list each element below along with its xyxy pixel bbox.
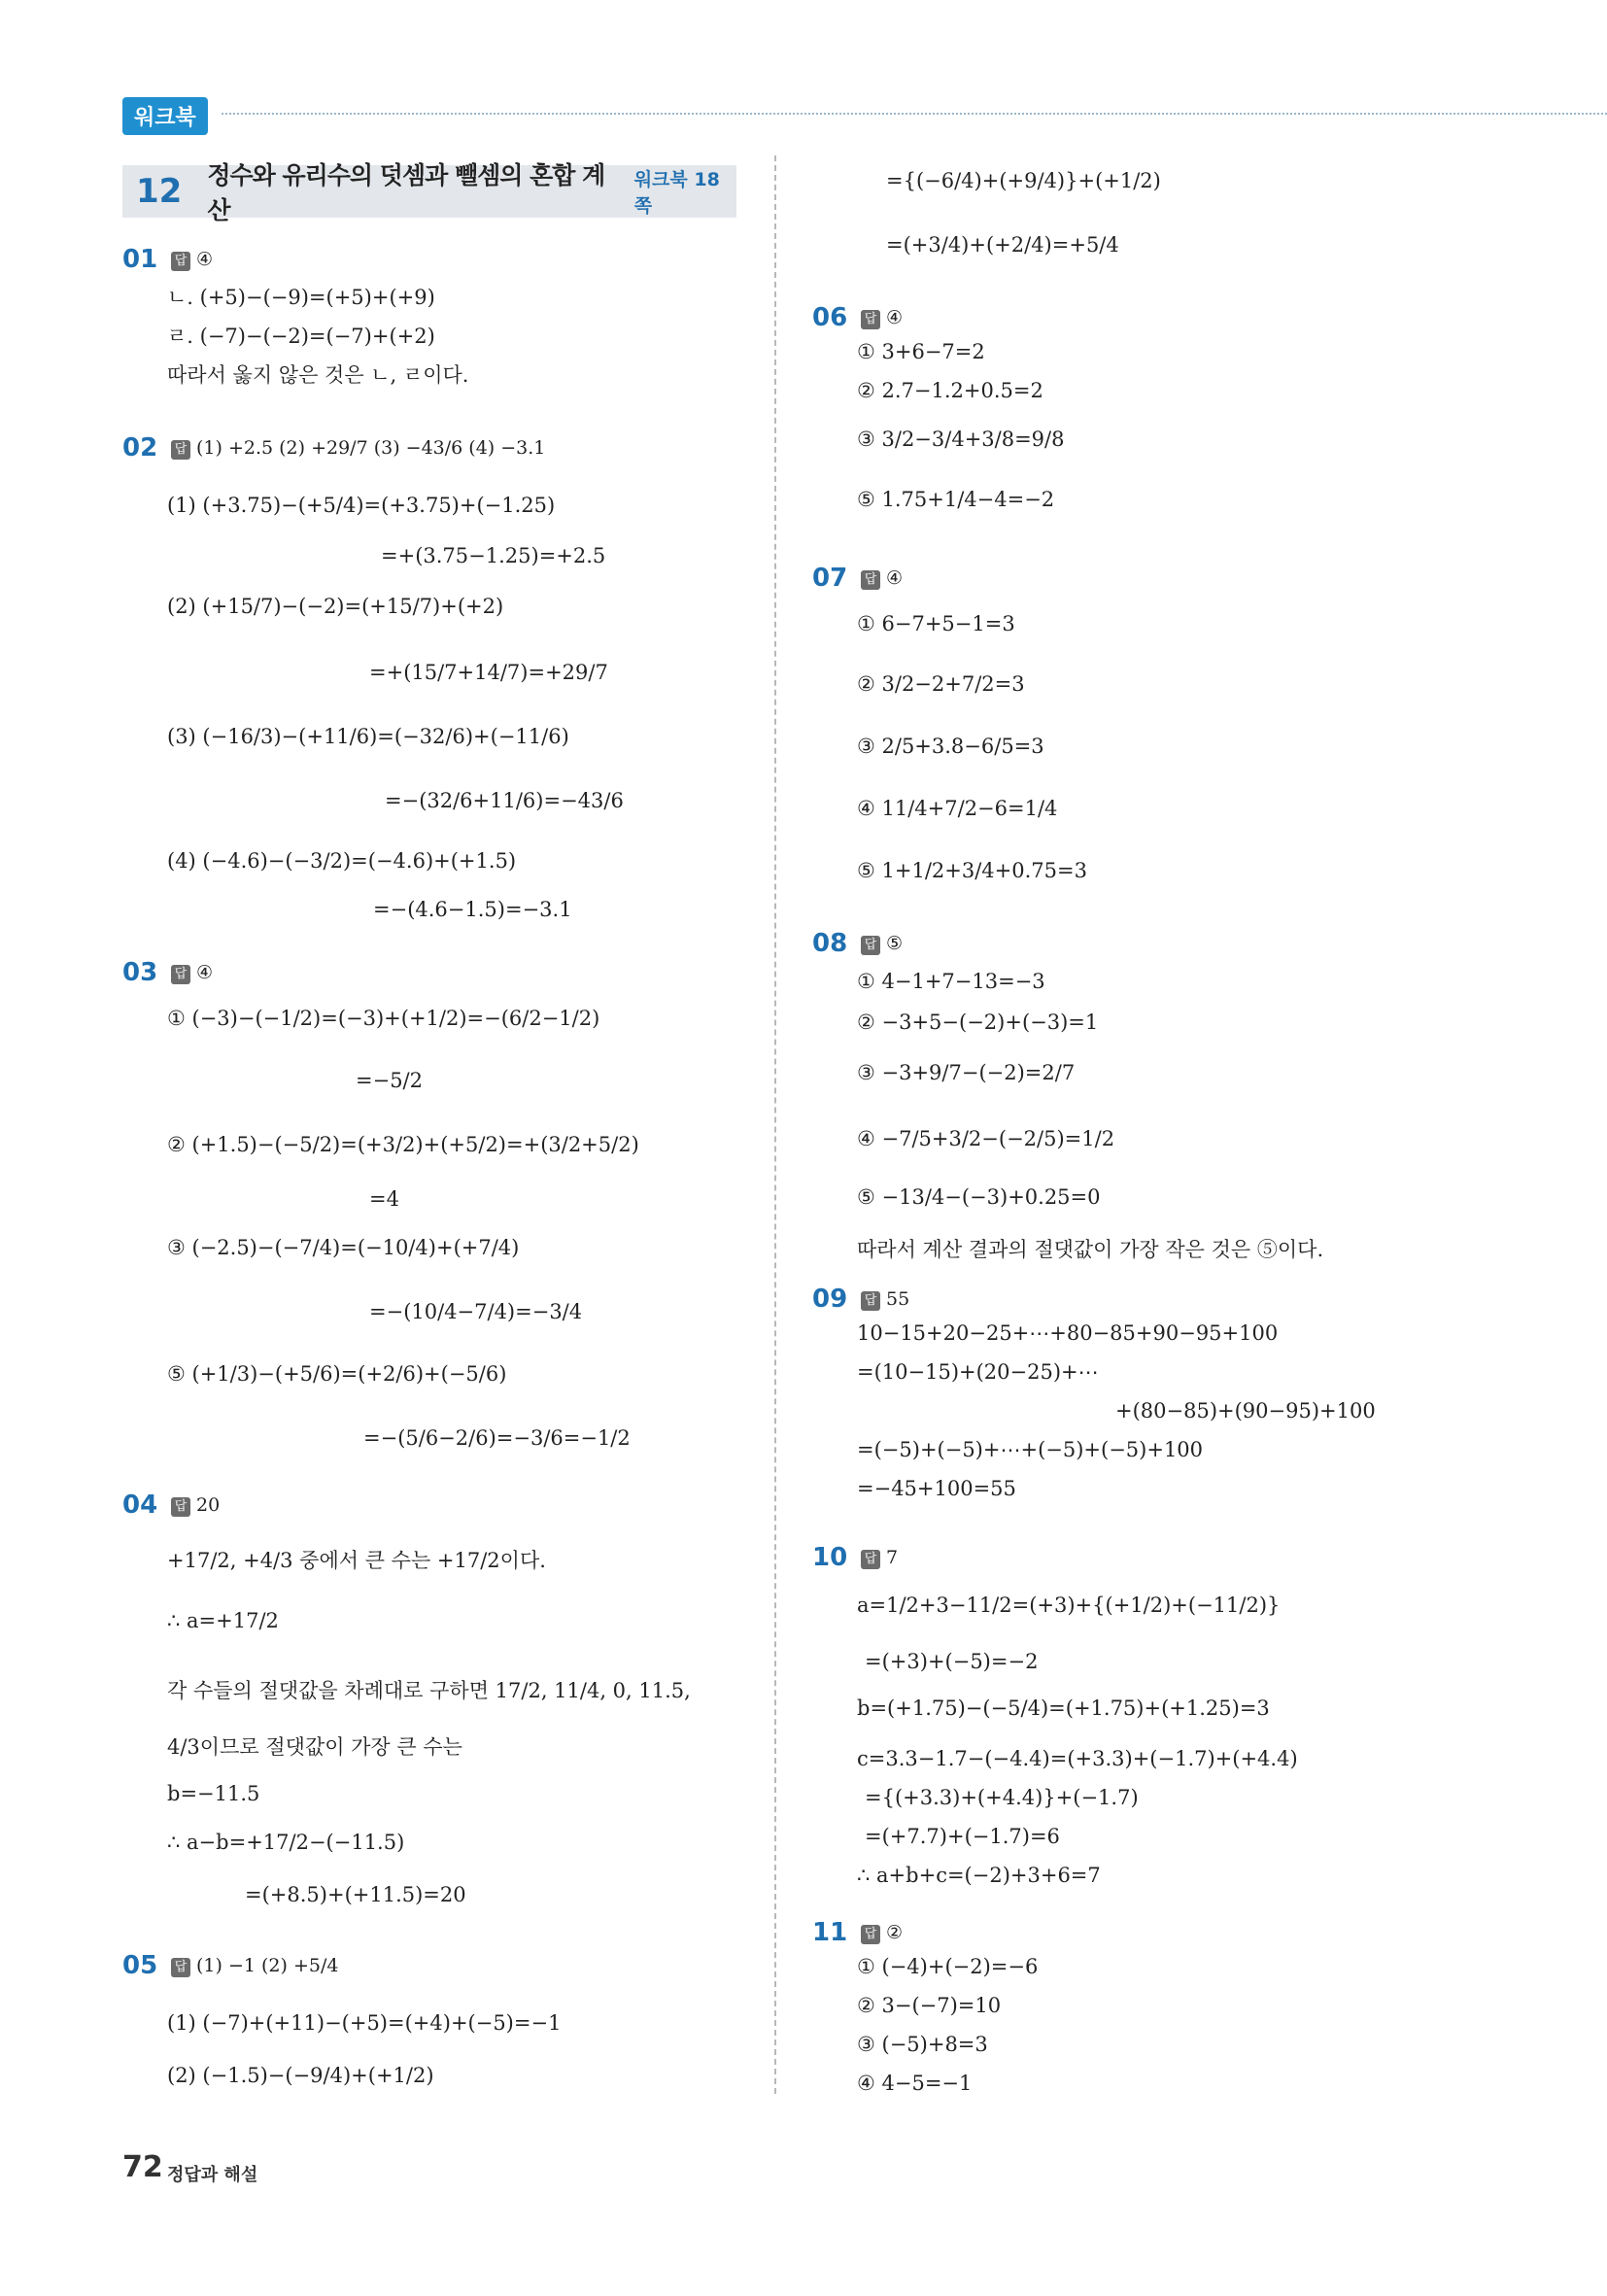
solution-line: ③ (−2.5)−(−7/4)=(−10/4)+(+7/4) — [167, 1236, 520, 1259]
solution-line: ① 6−7+5−1=3 — [857, 612, 1015, 635]
solution-line: =+(3.75−1.25)=+2.5 — [381, 544, 606, 567]
problem-number: 01 — [122, 245, 158, 274]
solution-line: ② 2.7−1.2+0.5=2 — [857, 379, 1043, 402]
solution-line: (2) (−1.5)−(−9/4)+(+1/2) — [167, 2064, 434, 2087]
solution-line: ⑤ 1.75+1/4−4=−2 — [857, 488, 1055, 511]
solution-line: 4/3이므로 절댓값이 가장 큰 수는 — [167, 1735, 462, 1759]
solution-line: 따라서 옳지 않은 것은 ㄴ, ㄹ이다. — [167, 363, 469, 387]
solution-line: ④ 4−5=−1 — [857, 2072, 973, 2095]
solution-line: ㄴ. (+5)−(−9)=(+5)+(+9) — [167, 286, 435, 309]
solution-line: ={(−6/4)+(+9/4)}+(+1/2) — [886, 169, 1161, 192]
section-header — [122, 161, 736, 224]
solution-line: =−(10/4−7/4)=−3/4 — [369, 1300, 583, 1323]
solution-line: ② 3−(−7)=10 — [857, 1994, 1002, 2017]
answer-badge: 답 — [861, 1291, 880, 1311]
answer — [861, 1547, 898, 1569]
solution-line: ① (−4)+(−2)=−6 — [857, 1955, 1039, 1978]
solution-line: ④ 11/4+7/2−6=1/4 — [857, 797, 1058, 820]
answer-value: ② — [886, 1922, 904, 1943]
answer-badge: 답 — [171, 1497, 190, 1517]
header-divider — [222, 113, 1607, 115]
solution-line: =4 — [369, 1187, 399, 1211]
answer-badge: 답 — [171, 1958, 190, 1977]
solution-line: =(+3)+(−5)=−2 — [865, 1650, 1039, 1673]
answer-badge: 답 — [861, 1925, 880, 1944]
solution-line: =(10−15)+(20−25)+⋯ — [857, 1360, 1099, 1384]
solution-line: ③ (−5)+8=3 — [857, 2033, 988, 2056]
solution-line: c=3.3−1.7−(−4.4)=(+3.3)+(−1.7)+(+4.4) — [857, 1747, 1298, 1770]
problem-number: 10 — [812, 1543, 848, 1572]
answer-badge: 답 — [171, 252, 190, 271]
answer-value: 55 — [886, 1288, 910, 1310]
solution-line: (1) (−7)+(+11)−(+5)=(+4)+(−5)=−1 — [167, 2011, 562, 2035]
page-number: 72 — [122, 2150, 163, 2184]
answer — [861, 307, 903, 329]
solution-line: =−5/2 — [356, 1069, 423, 1092]
solution-line: =−45+100=55 — [857, 1477, 1016, 1500]
answer-value: ⑤ — [886, 933, 904, 954]
solution-line: ⑤ (+1/3)−(+5/6)=(+2/6)+(−5/6) — [167, 1362, 507, 1386]
solution-line: +17/2, +4/3 중에서 큰 수는 +17/2이다. — [167, 1549, 546, 1572]
answer-badge: 답 — [861, 936, 880, 955]
solution-line: ① (−3)−(−1/2)=(−3)+(+1/2)=−(6/2−1/2) — [167, 1007, 600, 1030]
solution-line: ④ −7/5+3/2−(−2/5)=1/2 — [857, 1127, 1115, 1150]
answer — [171, 249, 213, 271]
answer-value: ④ — [196, 962, 214, 983]
solution-line: =−(32/6+11/6)=−43/6 — [385, 789, 624, 812]
problem-number: 11 — [812, 1918, 848, 1947]
answer — [861, 933, 903, 955]
footer-label: 정답과 해설 — [167, 2165, 258, 2185]
solution-line: ⑤ −13/4−(−3)+0.25=0 — [857, 1185, 1101, 1209]
solution-line: ∴ a+b+c=(−2)+3+6=7 — [857, 1864, 1101, 1887]
solution-line: a=1/2+3−11/2=(+3)+{(+1/2)+(−11/2)} — [857, 1593, 1281, 1617]
solution-line: ⑤ 1+1/2+3/4+0.75=3 — [857, 859, 1087, 882]
solution-line: (1) (+3.75)−(+5/4)=(+3.75)+(−1.25) — [167, 494, 556, 517]
solution-line: ∴ a=+17/2 — [167, 1609, 279, 1632]
answer — [861, 1288, 909, 1311]
answer-badge: 답 — [861, 1550, 880, 1569]
answer-value: (1) −1 (2) +5/4 — [196, 1955, 339, 1976]
solution-line: =(+3/4)+(+2/4)=+5/4 — [886, 233, 1119, 257]
solution-line: ㄹ. (−7)−(−2)=(−7)+(+2) — [167, 325, 435, 348]
problem-number: 03 — [122, 958, 158, 987]
answer — [861, 1922, 903, 1944]
solution-line: =−(5/6−2/6)=−3/6=−1/2 — [363, 1426, 631, 1450]
solution-line: ③ 2/5+3.8−6/5=3 — [857, 735, 1044, 758]
solution-line: =(−5)+(−5)+⋯+(−5)+(−5)+100 — [857, 1438, 1204, 1461]
answer-value: ④ — [196, 249, 214, 270]
solution-line: ① 3+6−7=2 — [857, 340, 985, 363]
solution-line: b=(+1.75)−(−5/4)=(+1.75)+(+1.25)=3 — [857, 1696, 1270, 1720]
solution-line: 10−15+20−25+⋯+80−85+90−95+100 — [857, 1321, 1279, 1345]
solution-line: =(+7.7)+(−1.7)=6 — [865, 1825, 1060, 1848]
problem-number: 08 — [812, 929, 848, 958]
column-divider — [774, 155, 776, 2094]
solution-line: (4) (−4.6)−(−3/2)=(−4.6)+(+1.5) — [167, 849, 517, 873]
solution-line: ② −3+5−(−2)+(−3)=1 — [857, 1011, 1099, 1034]
solution-line: ② (+1.5)−(−5/2)=(+3/2)+(+5/2)=+(3/2+5/2) — [167, 1133, 639, 1156]
answer — [171, 1494, 220, 1517]
answer-badge: 답 — [171, 965, 190, 984]
answer-value: ④ — [886, 307, 904, 328]
solution-line: =−(4.6−1.5)=−3.1 — [373, 898, 572, 921]
answer — [171, 1955, 338, 1977]
problem-number: 04 — [122, 1491, 158, 1520]
solution-line: ③ −3+9/7−(−2)=2/7 — [857, 1061, 1076, 1084]
solution-line: ① 4−1+7−13=−3 — [857, 970, 1045, 993]
solution-line: ∴ a−b=+17/2−(−11.5) — [167, 1831, 405, 1854]
workbook-tag: 워크북 — [122, 97, 208, 135]
solution-line: +(80−85)+(90−95)+100 — [1115, 1399, 1376, 1422]
solution-line: ={(+3.3)+(+4.4)}+(−1.7) — [865, 1786, 1139, 1809]
answer-badge: 답 — [861, 310, 880, 329]
solution-line: 각 수들의 절댓값을 차례대로 구하면 17/2, 11/4, 0, 11.5, — [167, 1679, 691, 1702]
answer-badge: 답 — [861, 570, 880, 590]
answer — [861, 567, 903, 590]
answer — [171, 962, 213, 984]
answer-value: 20 — [196, 1494, 221, 1516]
solution-line: 따라서 계산 결과의 절댓값이 가장 작은 것은 ⑤이다. — [857, 1238, 1324, 1261]
solution-line: =+(15/7+14/7)=+29/7 — [369, 661, 608, 684]
answer-value: (1) +2.5 (2) +29/7 (3) −43/6 (4) −3.1 — [196, 437, 546, 459]
problem-number: 09 — [812, 1285, 848, 1314]
solution-line: (2) (+15/7)−(−2)=(+15/7)+(+2) — [167, 595, 504, 618]
problem-number: 07 — [812, 564, 848, 593]
answer-badge: 답 — [171, 440, 190, 460]
section-reference: 워크북 18쪽 — [633, 169, 720, 217]
answer — [171, 437, 545, 460]
solution-line: ③ 3/2−3/4+3/8=9/8 — [857, 428, 1065, 451]
problem-number: 02 — [122, 433, 158, 463]
solution-line: =(+8.5)+(+11.5)=20 — [245, 1883, 466, 1906]
section-number: 12 — [136, 172, 183, 211]
solution-line: (3) (−16/3)−(+11/6)=(−32/6)+(−11/6) — [167, 725, 569, 748]
solution-line: b=−11.5 — [167, 1782, 260, 1805]
answer-value: 7 — [886, 1547, 899, 1568]
section-title: 정수와 유리수의 덧셈과 뺄셈의 혼합 계산 — [207, 161, 605, 224]
solution-line: ② 3/2−2+7/2=3 — [857, 672, 1025, 696]
problem-number: 06 — [812, 303, 848, 332]
problem-number: 05 — [122, 1951, 158, 1980]
answer-value: ④ — [886, 567, 904, 589]
